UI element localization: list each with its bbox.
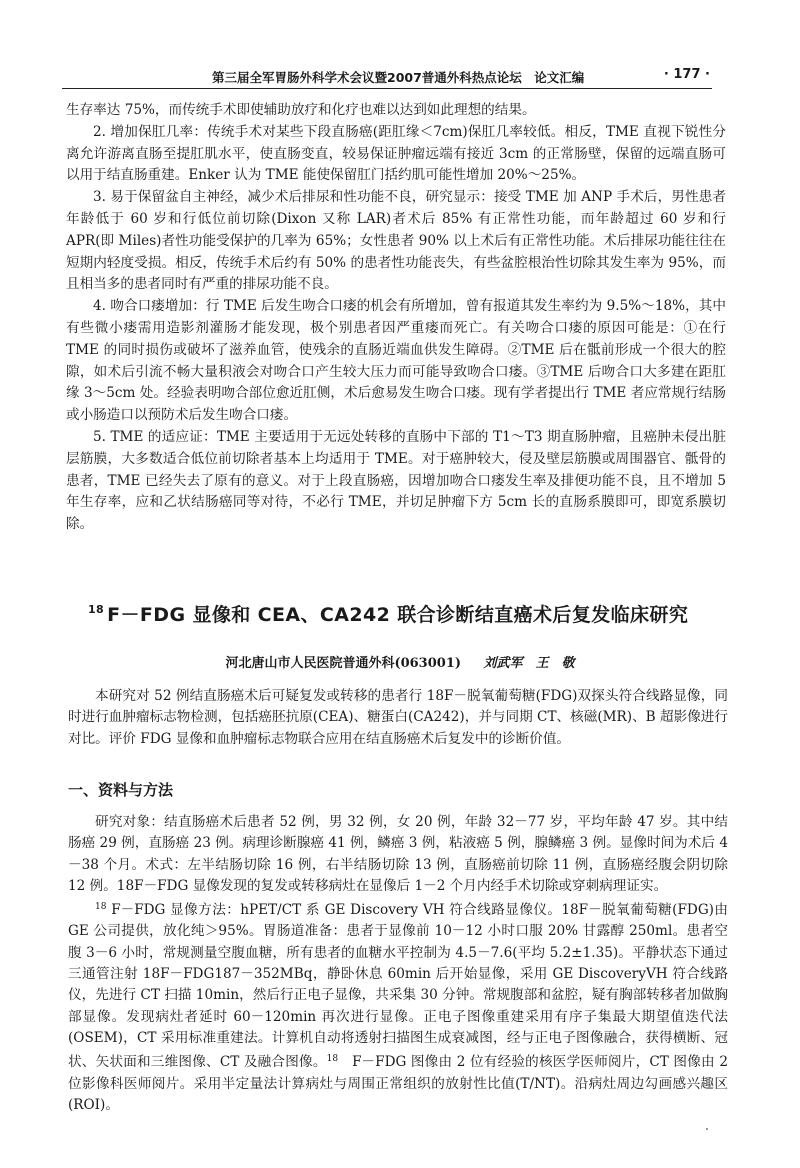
methods-section [68,812,728,1116]
abstract [68,686,728,750]
superscript: 18 [326,1054,339,1065]
paragraph-text: F－FDG 图像由 2 位有经验的核医学医师阅片，CT 图像由 2 位影像科医师阅片。采用半定量法计算病灶与周围正常组织的放射性比值(T/NT)。沿病灶周边勾画感兴趣区(ROI)。 [68,1054,728,1113]
article-title [88,600,728,627]
page-number: · 177 · [663,67,710,82]
superscript: 18 [95,902,107,913]
affiliation: 河北唐山市人民医院普通外科(063001) [225,656,462,671]
scan-mark [706,1128,708,1130]
section-heading: 一、资料与方法 [68,781,174,799]
affiliation-line [0,652,800,671]
paragraph-text: F－FDG 显像方法：hPET/CT 系 GE Discovery VH 符合线路显像仪。18F－脱氧葡萄糖(FDG)由 GE 公司提供，放化纯＞95%。胃肠道准备：患者于显像前 10－12 小时口服 20% 甘露醇 250ml。患者空腹 3－6 小时，常规测量空腹血糖，所有患者的血糖水平控制为 4.5－7.6(平均 5.2±1.35)。平静状态下通过三通管注射 18F－FDG187－352MBq，静卧休息 60min 后开始显像，采用 GE DiscoveryVH 符合线路仪，先进行 CT 扫描 10min，然后行正电子显像，共采集 30 分钟。常规腹部和盆腔，疑有胸部转移者加做胸部显像。发现病灶者延时 60－120min 再次进行显像。正电子图像重建采用有序子集最大期望值迭代法(OSEM)，CT 采用标准重建法。计算机自动将透射扫描图生成衰减图，经与正电子图像融合，获得横断、冠状、矢状面和三维图像、CT 及融合图像。 [68,902,728,1071]
paragraph [68,897,728,1116]
paragraph: 生存率达 75%，而传统手术即使辅助放疗和化疗也难以达到如此理想的结果。 [66,102,536,118]
paragraph: 3. 易于保留盆自主神经，减少术后排尿和性功能不良，研究显示：接受 TME 加 ANP 手术后，男性患者年龄低于 60 岁和行低位前切除(Dixon 又称 LAR)者术后 85% 有正常性功能，而年龄超过 60 岁和行 APR(即 Miles)者性功能受保护的几率为 65%；女性患者 90% 以上术后有正常性功能。术后排尿功能往往在短期内轻度受损。相反，传统手术后约有 50% 的患者性功能丧失，有些盆腔根治性切除其发生率为 95%，而且相当多的患者同时有严重的排尿功能不良。 [66,189,726,293]
paragraph: 2. 增加保肛几率：传统手术对某些下段直肠癌(距肛缘＜7cm)保肛几率较低。相反，TME 直视下锐性分离允许游离直肠至提肛肌水平，使直肠变直，较易保证肿瘤远端有接近 3cm 的正常肠壁，保留的远端直肠可以用于结直肠重建。Enker 认为 TME 能使保留肛门括约肌可能性增加 20%～25%。 [66,123,726,184]
title-superscript: 18 [88,603,105,616]
running-header [62,64,712,89]
abstract-paragraph: 本研究对 52 例结直肠癌术后可疑复发或转移的患者行 18F－脱氧葡萄糖(FDG)双探头符合线路显像，同时进行血肿瘤标志物检测，包括癌胚抗原(CEA)、糖蛋白(CA242)，并与同期 CT、核磁(MR)、B 超影像进行对比。评价 FDG 显像和血肿瘤标志物联合应用在结直肠癌术后复发中的诊断价值。 [68,688,728,747]
paragraph: 4. 吻合口瘘增加：行 TME 后发生吻合口瘘的机会有所增加，曾有报道其发生率约为 9.5%～18%，其中有些微小瘘需用造影剂灌肠才能发现，极个别患者因严重瘘而死亡。有关吻合口瘘的原因可能是：①在行 TME 的同时损伤或破坏了滋养血管，使残余的直肠近端血供发生障碍。②TME 后在骶前形成一个很大的腔隙，如术后引流不畅大量积液会对吻合口产生较大压力而可能导致吻合口瘘。③TME 后吻合口大多建在距肛缘 3～5cm 处。经验表明吻合部位愈近肛侧，术后愈易发生吻合口瘘。现有学者提出行 TME 者应常规行结肠或小肠造口以预防术后发生吻合口瘘。 [66,298,726,424]
paragraph: 研究对象：结直肠癌术后患者 52 例，男 32 例，女 20 例，年龄 32－77 岁，平均年龄 47 岁。其中结肠癌 29 例，直肠癌 23 例。病理诊断腺癌 41 例，鳞癌 3 例，粘液癌 5 例，腺鳞癌 3 例。显像时间为术后 4－38 个月。术式：左半结肠切除 16 例，右半结肠切除 13 例，直肠癌前切除 11 例，直肠癌经腹会阴切除 12 例。18F－FDG 显像发现的复发或转移病灶在显像后 1－2 个月内经手术切除或穿刺病理证实。 [68,814,728,894]
continued-section [66,100,726,536]
paragraph: 5. TME 的适应证：TME 主要适用于无远处转移的直肠中下部的 T1～T3 期直肠肿瘤，且癌肿未侵出脏层筋膜，大多数适合低位前切除者基本上均适用于 TME。对于癌肿较大，侵及壁层筋膜或周围器官、骶骨的患者，TME 已经失去了原有的意义。对于上段直肠癌，因增加吻合口瘘发生率及排便功能不良，且不增加 5 年生存率，应和乙状结肠癌同等对待，不必行 TME，并切足肿瘤下方 5cm 长的直肠系膜即可，即宽系膜切除。 [66,428,726,533]
title-text: F－FDG 显像和 CEA、CA242 联合诊断结直癌术后复发临床研究 [107,604,689,626]
authors: 刘武军 王 敬 [483,656,575,671]
running-title: 第三届全军胃肠外科学术会议暨2007普通外科热点论坛 论文汇编 [212,70,585,85]
